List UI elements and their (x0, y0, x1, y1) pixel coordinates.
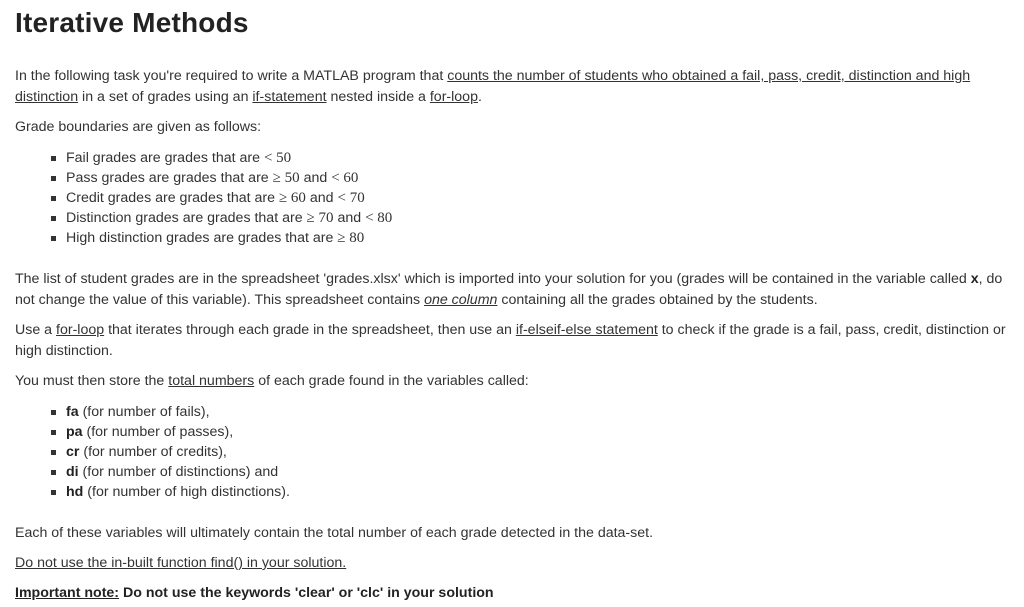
list-item: High distinction grades are grades that are ≥ 80 (15, 228, 1009, 248)
one-column-emphasis: one column (424, 292, 498, 308)
for-loop-term-2: for-loop (56, 322, 105, 338)
important-label: Important note: (15, 585, 120, 601)
list-item: Fail grades are grades that are < 50 (15, 148, 1009, 168)
list-item: Credit grades are grades that are ≥ 60 and < 70 (15, 188, 1009, 208)
boundaries-list (15, 148, 1009, 248)
list-item: cr (for number of credits), (15, 442, 1009, 462)
spreadsheet-paragraph: The list of student grades are in the spreadsheet 'grades.xlsx' which is imported into your solution for you (grades will be contained in the variable called x, do not change the value of this variable). This spreadsheet contains one column containing all the grades obtained by the students. (15, 271, 1003, 308)
list-item: pa (for number of passes), (15, 422, 1009, 442)
store-paragraph: You must then store the total numbers of each grade found in the variables called: (15, 373, 529, 389)
intro-paragraph: In the following task you're required to write a MATLAB program that counts the number of students who obtained a fail, pass, credit, distinction and high distinction in a set of grades using an if-statement nested inside a for-loop. (15, 68, 971, 105)
use-loop-paragraph: Use a for-loop that iterates through each grade in the spreadsheet, then use an if-elseif-else statement to check if the grade is a fail, pass, credit, distinction or high distinction. (15, 322, 1006, 359)
list-item: hd (for number of high distinctions). (15, 482, 1009, 502)
boundaries-intro: Grade boundaries are given as follows: (15, 119, 262, 135)
page-title: Iterative Methods (15, 7, 249, 38)
variables-list (15, 402, 1009, 502)
each-var-paragraph: Each of these variables will ultimately contain the total number of each grade detected in the data-set. (15, 525, 654, 541)
list-item: Pass grades are grades that are ≥ 50 and < 60 (15, 168, 1009, 188)
if-statement-term: if-statement (252, 89, 327, 105)
list-item: fa (for number of fails), (15, 402, 1009, 422)
total-numbers-term: total numbers (168, 373, 255, 389)
for-loop-term: for-loop (429, 89, 478, 105)
list-item: Distinction grades are grades that are ≥ 70 and < 80 (15, 208, 1009, 228)
important-note: Important note: Do not use the keywords 'clear' or 'clc' in your solution (15, 585, 494, 601)
list-item: di (for number of distinctions) and (15, 462, 1009, 482)
variable-x: x (970, 271, 979, 287)
no-find-note: Do not use the in-built function find() in your solution. (15, 555, 347, 571)
if-elseif-else-term: if-elseif-else statement (515, 322, 658, 338)
intro-highlight: counts the number of students who obtained a fail, pass, credit, distinction and high distinction (15, 68, 971, 105)
